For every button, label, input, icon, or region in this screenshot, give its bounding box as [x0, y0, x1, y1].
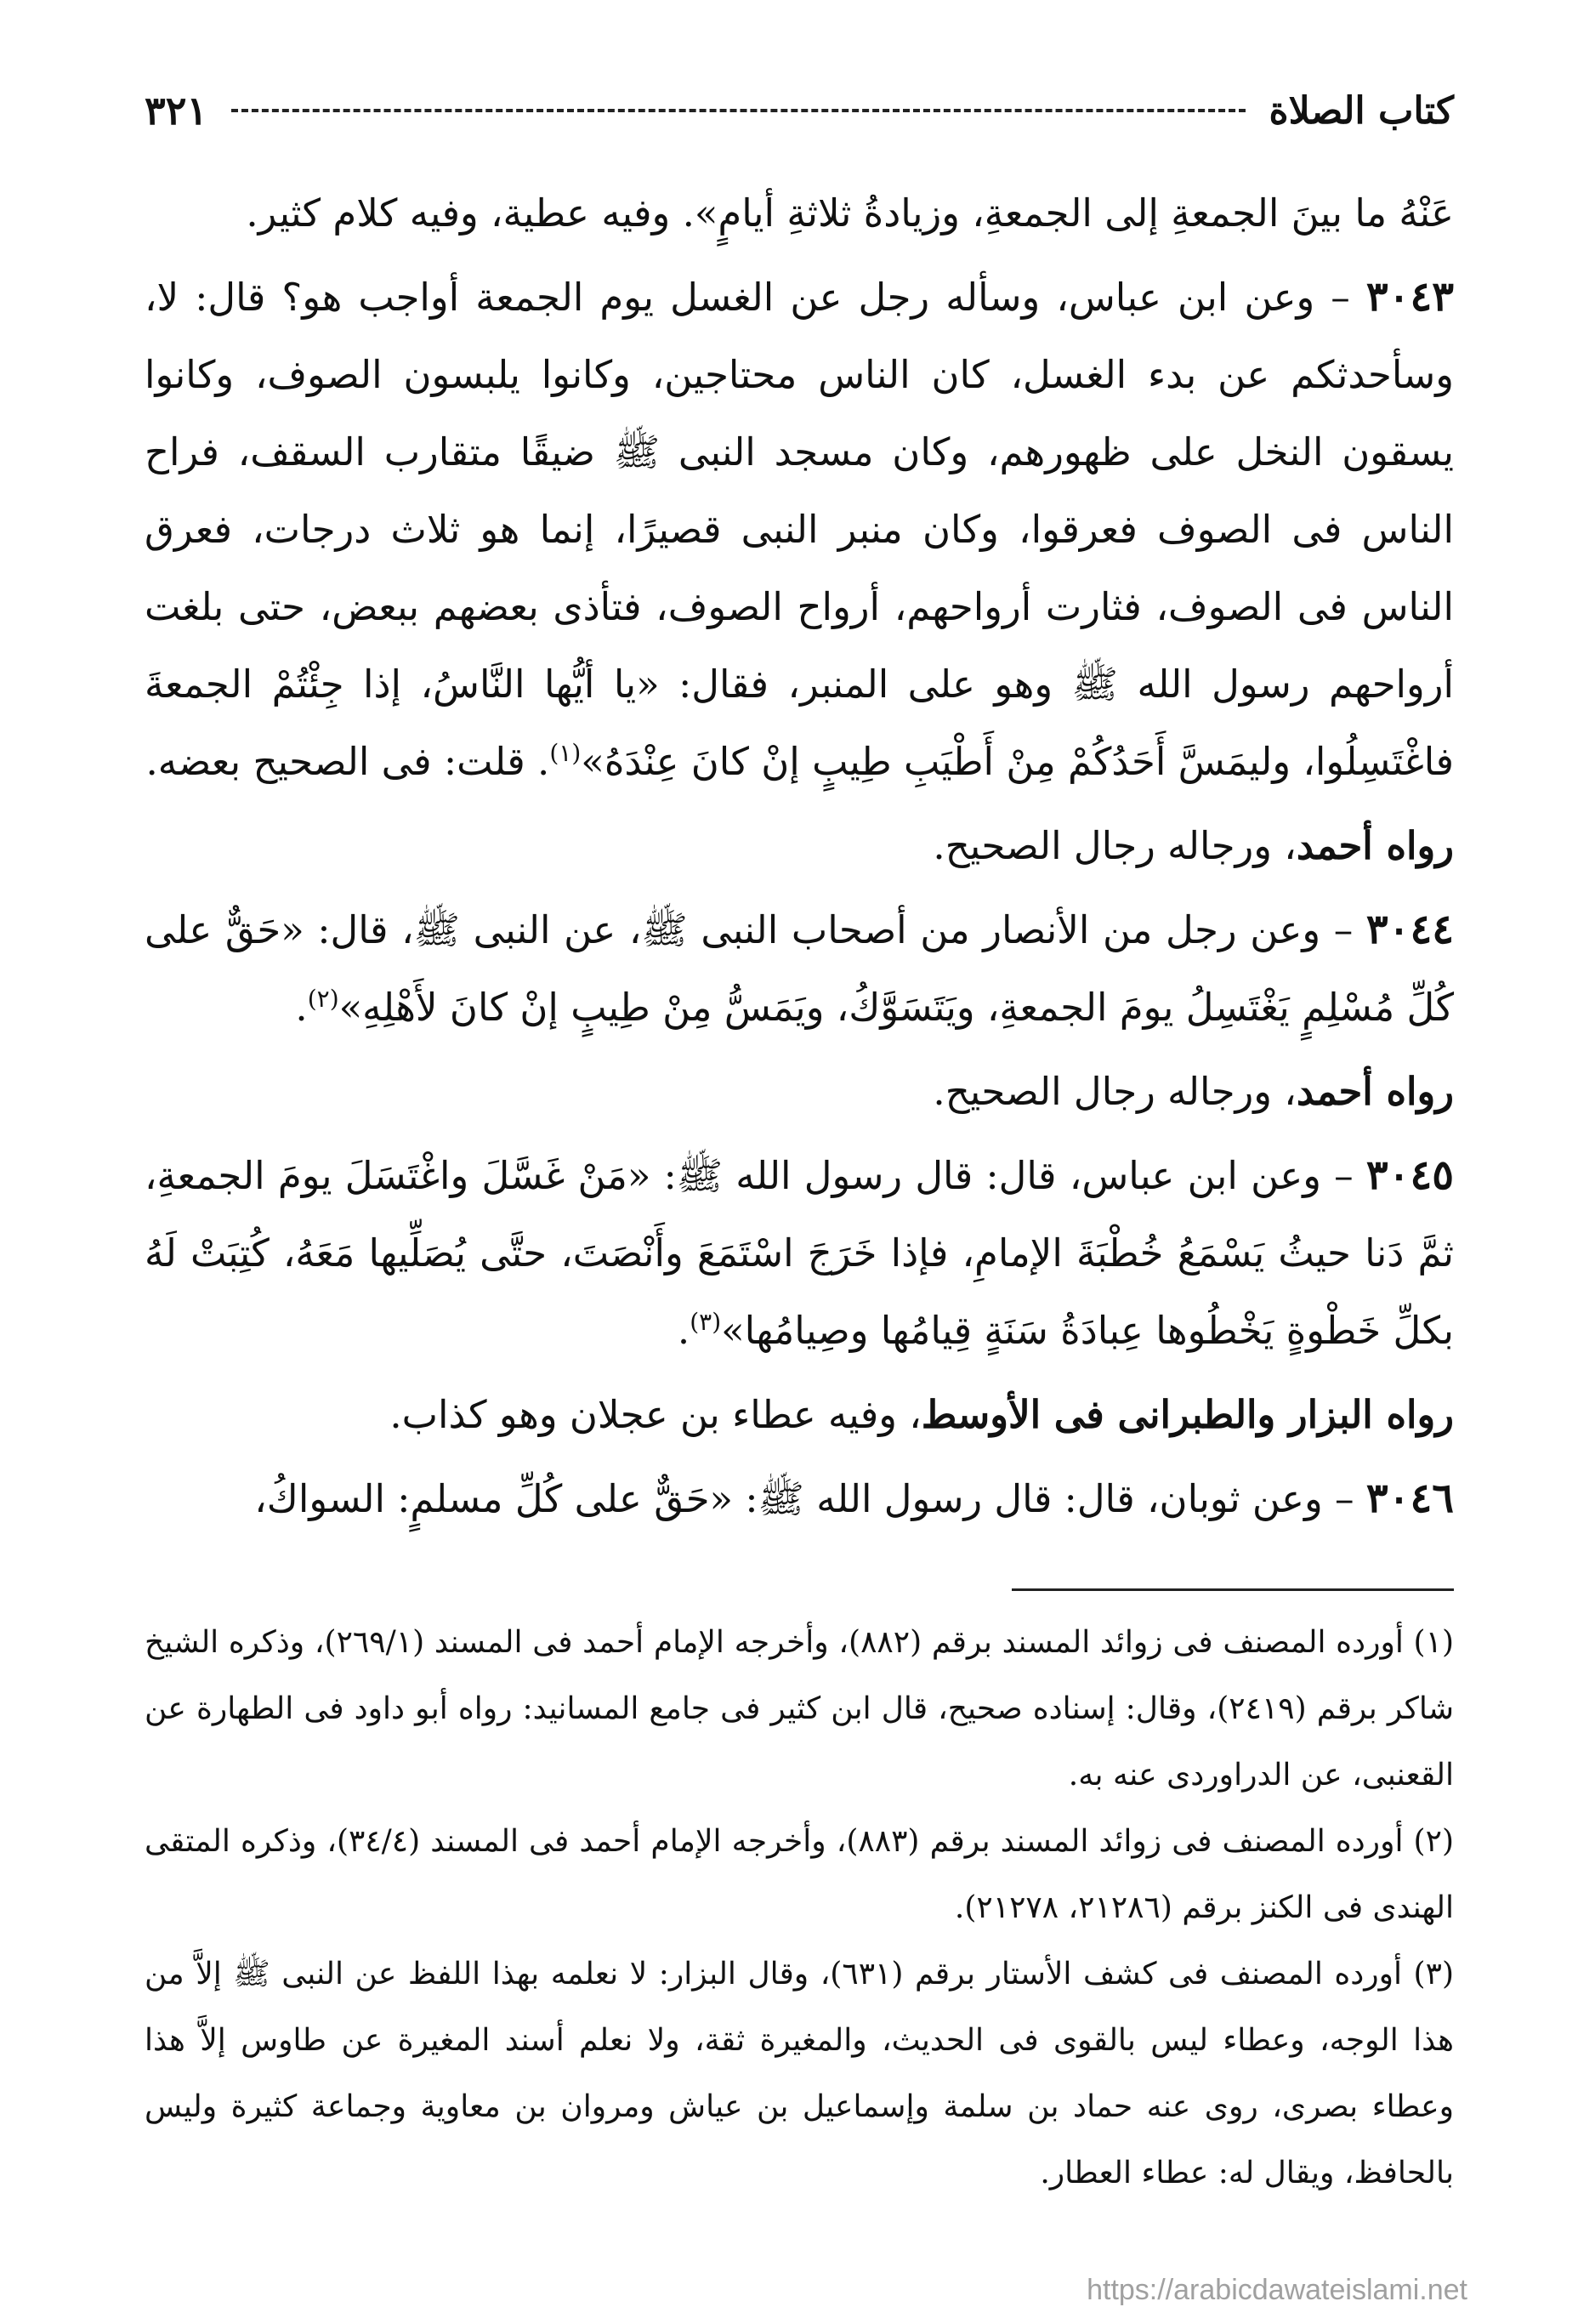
hadith-3046 [145, 1460, 1454, 1537]
hadith-text-after: . قلت: فى الصحيح بعضه. [145, 739, 550, 784]
source-3044 [145, 1053, 1454, 1130]
source-bold: رواه أحمد [1296, 1069, 1454, 1114]
source-rest: ، ورجاله رجال الصحيح. [933, 1069, 1297, 1114]
hadith-text: – وعن ثوبان، قال: قال رسول الله ﷺ: «حَقٌّ على كُلِّ مسلمٍ: السواكُ، [254, 1476, 1366, 1521]
source-3045 [145, 1376, 1454, 1453]
continued-paragraph [145, 174, 1454, 252]
hadith-text: – وعن ابن عباس، وسأله رجل عن الغسل يوم الجمعة أواجب هو؟ قال: لا، وسأحدثكم عن بدء الغسل، كان الناس محتاجين، وكانوا يلبسون الصوف، وكانوا يسقون النخل على ظهورهم، وكان مسجد النبى ﷺ ضيقًا متقارب السقف، فراح الناس فى الصوف فعرقوا، وكان منبر النبى قصيرًا، إنما هو ثلاث درجات، فعرق الناس فى الصوف، فثارت أرواحهم، أرواح الصوف، فتأذى بعضهم ببعض، حتى بلغت أرواحهم رسول الله ﷺ وهو على المنبر، فقال: «يا أيُّها النَّاسُ، إذا جِئْتُمْ الجمعةَ فاغْتَسِلُوا، وليمَسَّ أَحَدُكُمْ مِنْ أَطْيَبِ طِيبٍ إنْ كانَ عِنْدَهُ» [145, 275, 1454, 784]
main-text [145, 174, 1454, 1537]
source-rest: ، ورجاله رجال الصحيح. [933, 823, 1297, 868]
book-page [145, 81, 1454, 2207]
footnote-3: (٣) أورده المصنف فى كشف الأستار برقم (٦٣١)، وقال البزار: لا نعلمه بهذا اللفظ عن النبى ﷺ إلاَّ من هذا الوجه، وعطاء ليس بالقوى فى الحديث، والمغيرة ثقة، ولا نعلم أسند المغيرة عن طاوس إلاَّ هذا وعطاء بصرى، روى عنه حماد بن سلمة وإسماعيل بن عياش ومروان بن معاوية وجماعة كثيرة وليس بالحافظ، ويقال له: عطاء العطار. [145, 1957, 1454, 2190]
header-dashed-rule [231, 109, 1245, 112]
footnote-marker[interactable]: (٢) [307, 985, 339, 1013]
hadith-3044 [145, 891, 1454, 1046]
hadith-3043 [145, 259, 1454, 800]
source-bold: رواه البزار والطبرانى فى الأوسط [921, 1392, 1454, 1437]
hadith-text: – وعن ابن عباس، قال: قال رسول الله ﷺ: «مَنْ غَسَّلَ واغْتَسَلَ يومَ الجمعةِ، ثمَّ دَنا حيثُ يَسْمَعُ خُطْبَةَ الإمامِ، فإذا خَرَجَ اسْتَمَعَ وأَنْصَتَ، حتَّى يُصَلِّيها مَعَهُ، كُتِبَتْ لَهُ بكلِّ خَطْوةٍ يَخْطُوها عِبادَةُ سَنَةٍ قِيامُها وصِيامُها» [145, 1153, 1454, 1353]
hadith-number: ٣٠٤٤ [1365, 906, 1454, 953]
hadith-text: – وعن رجل من الأنصار من أصحاب النبى ﷺ، عن النبى ﷺ، قال: «حَقٌّ على كُلِّ مُسْلِمٍ يَغْتَسِلُ يومَ الجمعةِ، ويَتَسَوَّكُ، ويَمَسُّ مِنْ طِيبٍ إنْ كانَ لأَهْلِهِ» [145, 907, 1454, 1030]
hadith-number: ٣٠٤٥ [1365, 1151, 1454, 1199]
hadith-3045 [145, 1137, 1454, 1369]
hadith-number: ٣٠٤٣ [1365, 273, 1454, 321]
footnotes [145, 1610, 1454, 2207]
footnote-marker[interactable]: (١) [549, 739, 582, 767]
hadith-number: ٣٠٤٦ [1365, 1475, 1454, 1522]
page-header [145, 81, 1454, 140]
source-rest: ، وفيه عطاء بن عجلان وهو كذاب. [389, 1392, 922, 1437]
footnote-1: (١) أورده المصنف فى زوائد المسند برقم (٨٨٢)، وأخرجه الإمام أحمد فى المسند (٢٦٩/١)، وذكره الشيخ شاكر برقم (٢٤١٩)، وقال: إسناده صحيح، قال ابن كثير فى جامع المسانيد: رواه أبو داود فى الطهارة عن القعنبى، عن الدراوردى عنه به. [145, 1625, 1454, 1793]
footnote-2: (٢) أورده المصنف فى زوائد المسند برقم (٨٨٣)، وأخرجه الإمام أحمد فى المسند (٣٤/٤)، وذكره المتقى الهندى فى الكنز برقم (٢١٢٨٦، ٢١٢٧٨). [145, 1824, 1454, 1925]
hadith-text-after: . [295, 985, 308, 1030]
watermark-url: https://arabicdawateislami.net [1087, 2274, 1467, 2306]
footnote-marker[interactable]: (٣) [690, 1308, 722, 1336]
paragraph-text: عَنْهُ ما بينَ الجمعةِ إلى الجمعةِ، وزيادةُ ثلاثةِ أيامٍ». وفيه عطية، وفيه كلام كثير. [246, 190, 1454, 236]
source-3043 [145, 807, 1454, 884]
page-number: ٣٢١ [145, 88, 208, 134]
footnote-divider [1012, 1588, 1454, 1591]
hadith-text-after: . [677, 1308, 690, 1353]
source-bold: رواه أحمد [1296, 823, 1454, 868]
book-title: كتاب الصلاة [1269, 88, 1454, 133]
